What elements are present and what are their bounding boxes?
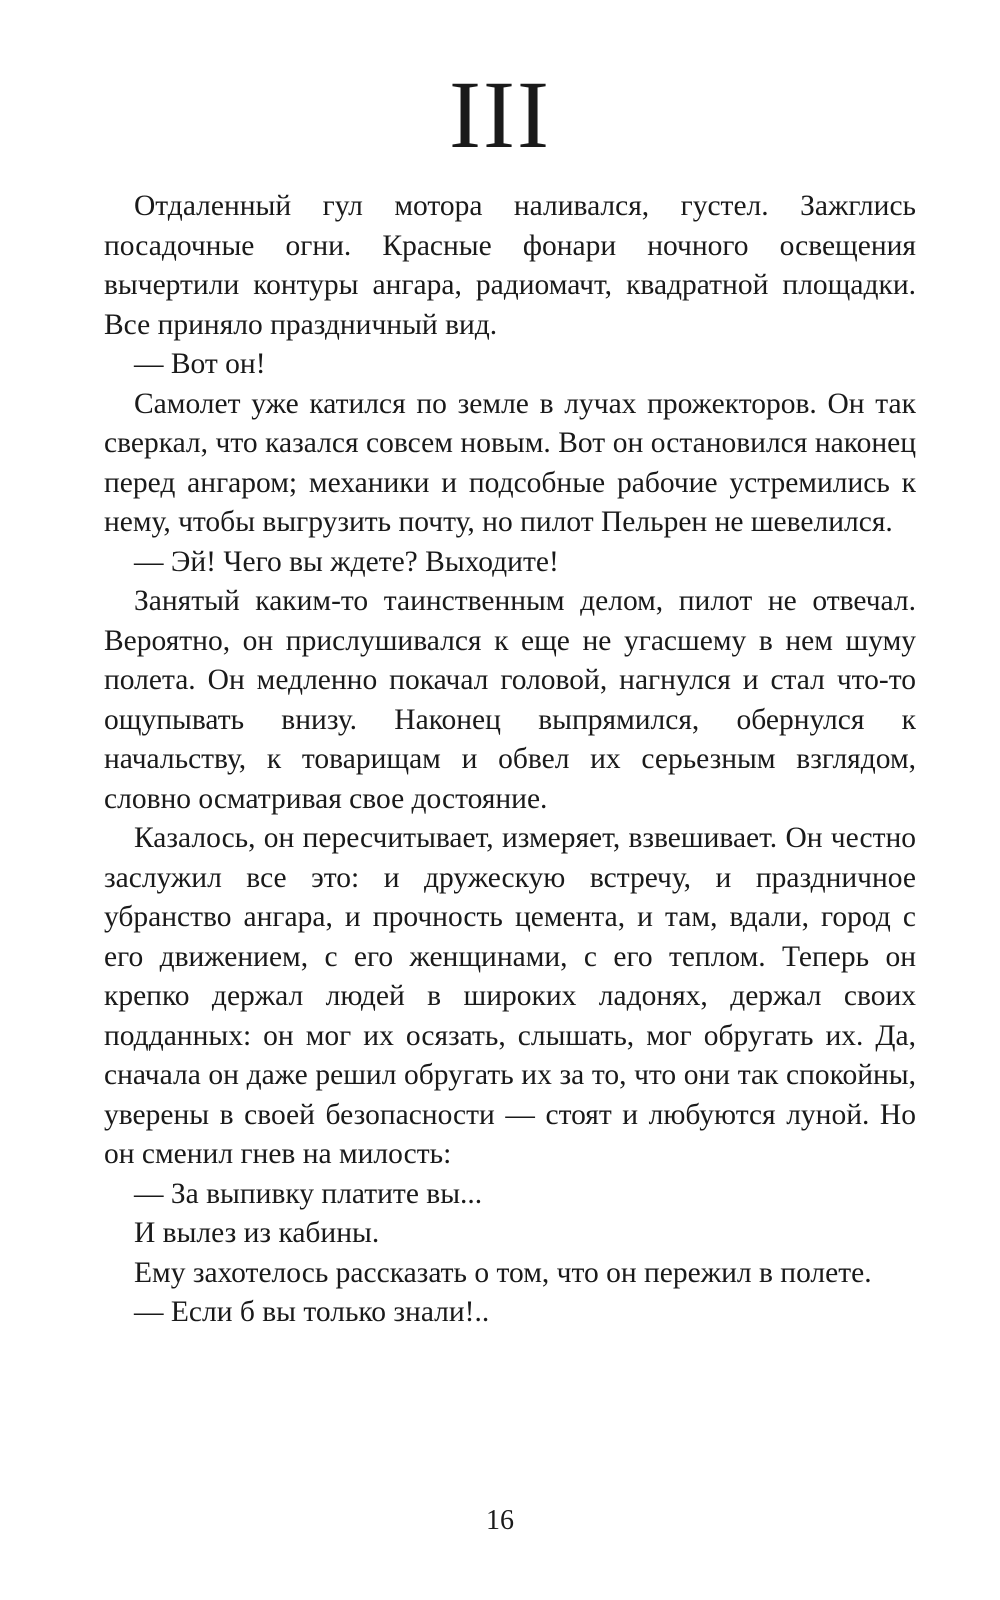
paragraph: Ему захотелось рассказать о том, что он пережил в полете. [134,1256,872,1289]
paragraph: — За выпивку платите вы... [134,1177,483,1210]
paragraph: И вылез из кабины. [134,1217,380,1249]
paragraph: — Вот он! [134,348,266,380]
chapter-title: III [449,61,551,168]
paragraph: Самолет уже катился по земле в лучах прожекторов. Он так сверкал, что казался совсем новым. Вот он остановился наконец перед ангаром; механики и подсобные рабочие устремились к нему, чтобы выгрузить почту, но пилот Пельрен не шевелился. [104,387,916,538]
page-number: 16 [486,1505,514,1536]
body-text [104,187,916,1333]
paragraph: Казалось, он пересчитывает, измеряет, взвешивает. Он честно заслужил все это: и дружескую встречу, и праздничное убранство ангара, и прочность цемента, и там, вдали, город с его движением, с его женщинами, с его теплом. Теперь он крепко держал людей в широких ладонях, держал своих подданных: он мог их осязать, слышать, мог обругать их. Да, сначала он даже решил обругать их за то, что они так спокойны, уверены в своей безопасности — стоят и любуются луной. Но он сменил гнев на милость: [104,822,916,1170]
paragraph: — Если б вы только знали!.. [134,1296,490,1328]
paragraph: — Эй! Чего вы ждете? Выходите! [134,545,559,578]
paragraph: Отдаленный гул мотора наливался, густел. Зажглись посадочные огни. Красные фонари ночного освещения вычертили контуры ангара, радиомачт, квадратной площадки. Все приняло праздничный вид. [104,190,916,341]
paragraph: Занятый каким-то таинственным делом, пилот не отвечал. Вероятно, он прислушивался к еще не угасшему в нем шуму полета. Он медленно покачал головой, нагнулся и стал что-то ощупывать внизу. Наконец выпрямился, обернулся к начальству, к товарищам и обвел их серьезным взглядом, словно осматривая свое достояние. [104,585,916,815]
